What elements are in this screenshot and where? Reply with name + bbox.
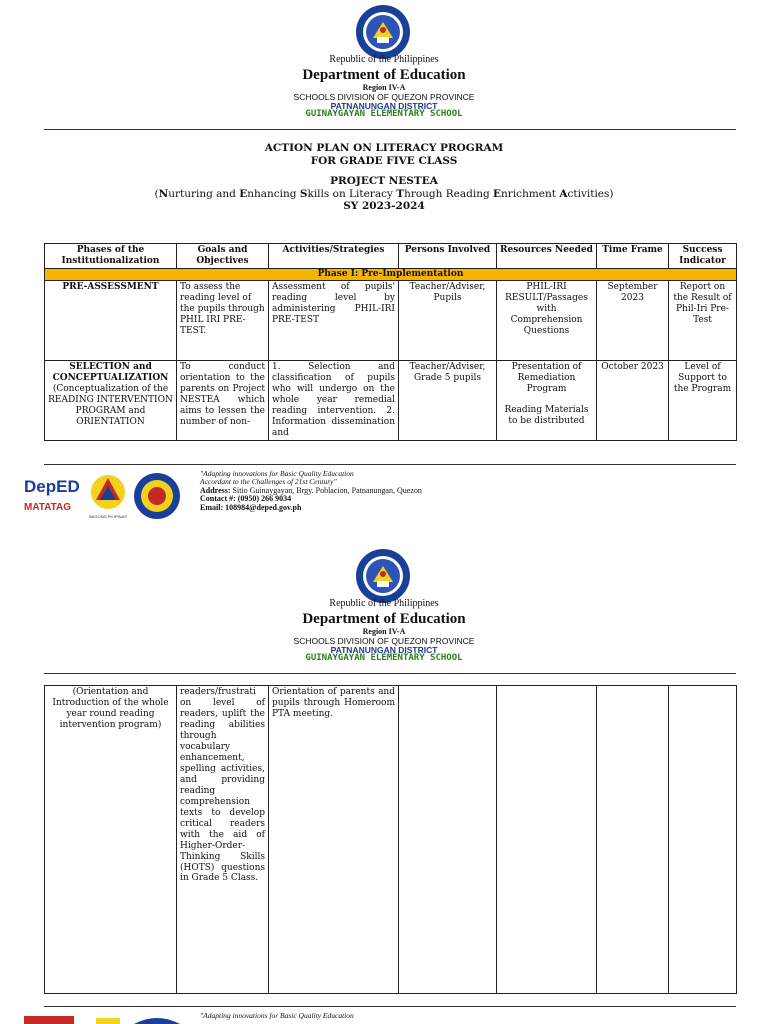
footer-contact [200, 470, 422, 513]
action-plan-table-continued [44, 685, 737, 994]
region-label: Region IV-A [362, 83, 406, 93]
resource-item: Reading Materials to be distributed [504, 404, 589, 426]
header-divider [44, 673, 736, 674]
column-header: Persons Involved [399, 244, 497, 269]
indicator-cell: Report on the Result of Phil-Iri Pre-Test [669, 280, 737, 360]
footer-divider [44, 1006, 736, 1007]
phase-title: SELECTION and CONCEPTUALIZATION [52, 361, 169, 383]
district-label: PATNANUNGAN DISTRICT [330, 100, 438, 111]
indicator-cell [669, 686, 737, 994]
resources-cell [497, 686, 597, 994]
contact-number: Contact #: (0950) 266 9034 [200, 494, 292, 504]
phase-cell: (Orientation and Introduction of the whole year round reading intervention program) [45, 686, 177, 994]
phase-band: Phase I: Pre-Implementation [45, 268, 737, 280]
time-frame-cell: September 2023 [597, 280, 669, 360]
resources-cell: PHIL-IRI RESULT/Passages with Comprehension Questions [497, 280, 597, 360]
table-header-row [45, 244, 737, 269]
goals-cell: readers/frustrati on level of readers, uplift the reading abilities through vocabulary enhancement, spelling activities, and providing reading comprehension texts to develop critical readers with the aid of Higher-Order-Thinking Skills (HOTS) questions in Grade 5 Class. [177, 686, 269, 994]
table-row [45, 280, 737, 360]
address-value: Sitio Guinaygayan, Brgy. Poblacion, Patnanungan, Quezon [232, 485, 422, 495]
title-line-2: FOR GRADE FIVE CLASS [310, 154, 458, 167]
project-name: PROJECT NESTEA [330, 175, 438, 188]
goals-cell: To assess the reading level of the pupils through PHIL IRI PRE-TEST. [177, 280, 269, 360]
persons-cell: Teacher/Adviser, Grade 5 pupils [399, 360, 497, 440]
table-row [45, 360, 737, 440]
phase-band-row [45, 268, 737, 280]
phase-cell: PRE-ASSESSMENT [45, 280, 177, 360]
column-header: Time Frame [597, 244, 669, 269]
persons-cell: Teacher/Adviser, Pupils [399, 280, 497, 360]
republic-label: Republic of the Philippines [329, 598, 439, 609]
department-title: Department of Education [302, 66, 466, 83]
district-label: PATNANUNGAN DISTRICT [330, 644, 438, 655]
action-plan-table [44, 243, 737, 441]
persons-cell [399, 686, 497, 994]
bagong-pilipinas-logo-icon [89, 475, 127, 519]
header-divider [44, 129, 736, 130]
republic-label: Republic of the Philippines [329, 54, 439, 65]
svg-text:BAGONG PILIPINAS: BAGONG PILIPINAS [89, 514, 127, 519]
bagong-pilipinas-logo-icon [96, 1018, 120, 1024]
region-label: Region IV-A [362, 627, 406, 637]
activities-cell: Orientation of parents and pupils through Homeroom PTA meeting. [269, 686, 399, 994]
column-header: Success Indicator [669, 244, 737, 269]
time-frame-cell [597, 686, 669, 994]
resource-item: Presentation of Remediation Program [511, 361, 582, 394]
school-year: SY 2023-2024 [343, 200, 425, 213]
project-subtitle: (Nurturing and Enhancing Skills on Literacy Through Reading Enrichment Activities) [154, 187, 614, 200]
activities-cell: Assessment of pupils' reading level by administering PHIL-IRI PRE-TEST [269, 280, 399, 360]
school-label: GUINAYGAYAN ELEMENTARY SCHOOL [305, 653, 463, 664]
school-logo-icon [134, 1018, 180, 1024]
column-header: Goals and Objectives [177, 244, 269, 269]
deped-matatag-logo-icon [24, 1016, 74, 1024]
deped-matatag-logo-icon [24, 477, 80, 513]
deped-seal-icon [355, 548, 411, 604]
column-header: Phases of the Institutionalization [45, 244, 177, 269]
letterhead [0, 599, 768, 664]
department-title: Department of Education [302, 610, 466, 627]
goals-cell: To conduct orientation to the parents on Project NESTEA which aims to lessen the number of non- [177, 360, 269, 440]
indicator-cell: Level of Support to the Program [669, 360, 737, 440]
letterhead [0, 55, 768, 120]
phase-subtitle: (Conceptualization of the READING INTERVENTION PROGRAM and ORIENTATION [48, 383, 173, 427]
footer-logos [22, 1012, 182, 1024]
division-label: SCHOOLS DIVISION OF QUEZON PROVINCE [293, 635, 475, 646]
footer-quote: "Adapting innovations for Basic Quality Education [200, 1011, 354, 1020]
svg-text:DepED: DepED [24, 477, 80, 496]
email-address: Email: 108984@deped.gov.ph [200, 503, 302, 513]
table-row [45, 686, 737, 994]
deped-seal-icon [355, 4, 411, 60]
phase-cell [45, 360, 177, 440]
footer-quote: Accordant to the Challenges of 21st Century" [200, 477, 337, 487]
resources-cell [497, 360, 597, 440]
title-line-1: ACTION PLAN ON LITERACY PROGRAM [264, 142, 504, 154]
address-label: Address: [200, 485, 231, 495]
footer-divider [44, 464, 736, 465]
document-page-2 [0, 540, 768, 1024]
activities-cell: 1. Selection and classification of pupils who will undergo on the whole year remedial reading intervention. 2. Information dissemination and [269, 360, 399, 440]
footer-logos [22, 470, 182, 522]
column-header: Activities/Strategies [269, 244, 399, 269]
footer-quote: "Adapting innovations for Basic Quality Education [200, 469, 354, 478]
school-label: GUINAYGAYAN ELEMENTARY SCHOOL [305, 109, 463, 120]
footer-contact [200, 1012, 354, 1020]
column-header: Resources Needed [497, 244, 597, 269]
time-frame-cell: October 2023 [597, 360, 669, 440]
svg-text:MATATAG: MATATAG [24, 502, 72, 513]
school-logo-icon [134, 473, 180, 519]
division-label: SCHOOLS DIVISION OF QUEZON PROVINCE [293, 91, 475, 102]
document-title [0, 142, 768, 213]
